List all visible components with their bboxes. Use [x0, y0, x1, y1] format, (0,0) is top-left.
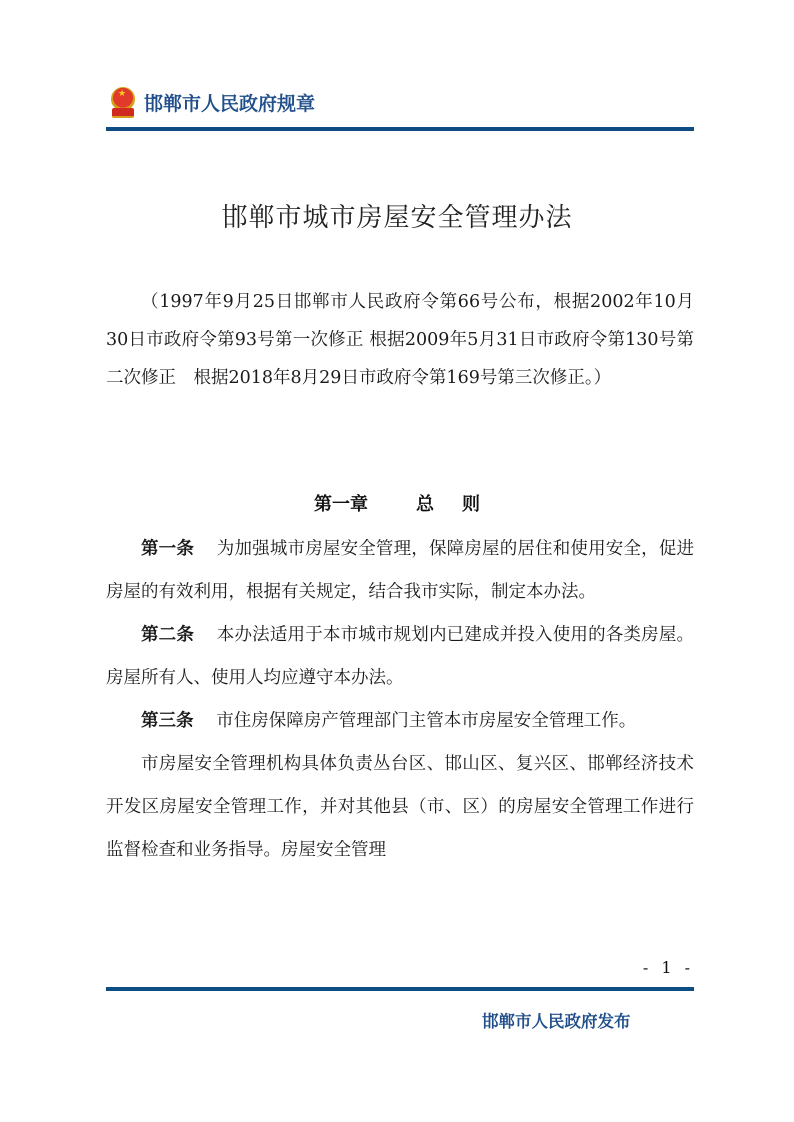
- article-3: [106, 700, 694, 743]
- national-emblem-icon: ★: [108, 86, 138, 118]
- chapter-heading: [0, 490, 794, 516]
- article-2: [106, 614, 694, 700]
- revision-note-text: （1997年9月25日邯郸市人民政府令第66号公布，根据2002年10月30日市政府令第93号第一次修正 根据2009年5月31日市政府令第130号第二次修正 根据2018年8月29日市政府令第169号第三次修正。）: [106, 292, 694, 388]
- chapter-title-part2: 则: [462, 494, 480, 515]
- header-title: 邯郸市人民政府规章: [144, 92, 316, 115]
- article-text: 市住房保障房产管理部门主管本市房屋安全管理工作。: [216, 711, 637, 731]
- header-divider: [106, 127, 694, 131]
- chapter-number: 第一章: [314, 494, 368, 515]
- document-title: 邯郸市城市房屋安全管理办法: [221, 203, 573, 233]
- page-header: [108, 84, 315, 120]
- article-label: 第二条: [141, 625, 195, 645]
- revision-note: [106, 283, 694, 397]
- article-label: 第一条: [141, 539, 195, 559]
- publisher-footer: 邯郸市人民政府发布: [482, 1012, 631, 1031]
- page-number: - 1 -: [642, 958, 694, 977]
- article-3-paragraph: 市房屋安全管理机构具体负责丛台区、邯山区、复兴区、邯郸经济技术开发区房屋安全管理工作，并对其他县（市、区）的房屋安全管理工作进行监督检查和业务指导。房屋安全管理: [106, 754, 694, 860]
- articles-section: [106, 528, 694, 872]
- article-text: 本办法适用于本市城市规划内已建成并投入使用的各类房屋。房屋所有人、使用人均应遵守本办法。: [106, 625, 695, 688]
- article-1: [106, 528, 694, 614]
- footer-divider: [106, 987, 694, 991]
- chapter-title-part1: 总: [416, 494, 434, 515]
- article-label: 第三条: [141, 711, 194, 731]
- article-text: 为加强城市房屋安全管理，保障房屋的居住和使用安全，促进房屋的有效利用，根据有关规定，结合我市实际，制定本办法。: [106, 539, 695, 602]
